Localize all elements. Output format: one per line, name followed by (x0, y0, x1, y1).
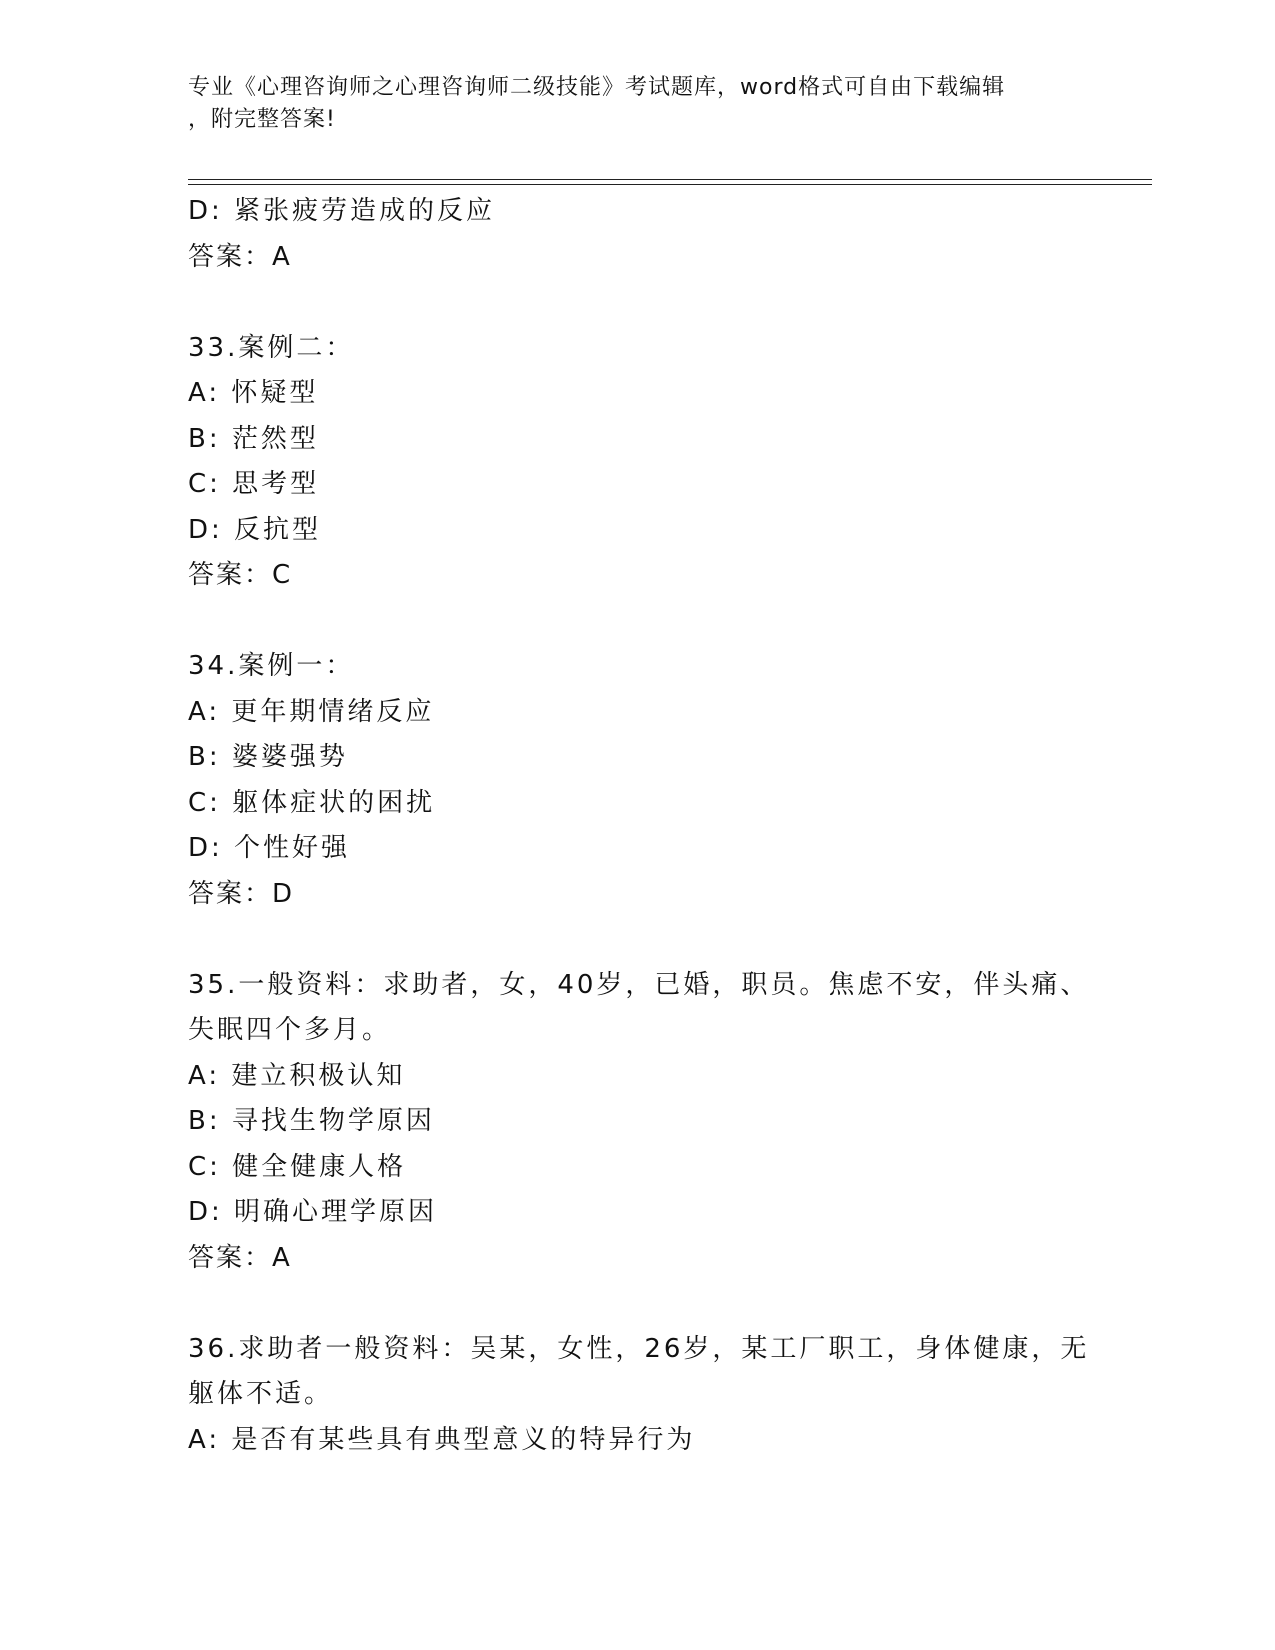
question-stem-continued: 失眠四个多月。 (188, 1015, 392, 1045)
option-c: C: 健全健康人格 (188, 1151, 407, 1182)
question-stem: 36.求助者一般资料：吴某，女性，26岁，某工厂职工，身体健康，无 (188, 1333, 1090, 1364)
question-block (188, 189, 1148, 280)
document-header (188, 72, 1088, 136)
question-stem: 35.一般资料：求助者，女，40岁，已婚，职员。焦虑不安，伴头痛、 (188, 969, 1090, 1000)
header-title-line-2: ，附完整答案! (188, 107, 336, 132)
answer-line: 答案：A (188, 1242, 292, 1273)
option-a: A: 怀疑型 (188, 378, 319, 408)
answer-line: 答案：D (188, 878, 295, 909)
option-c: C: 躯体症状的困扰 (188, 787, 436, 818)
header-title-line-1: 专业《心理咨询师之心理咨询师二级技能》考试题库，word格式可自由下载编辑 (188, 75, 1006, 100)
option-b: B: 婆婆强势 (188, 742, 348, 772)
question-block (188, 644, 1148, 917)
option-b: B: 茫然型 (188, 423, 319, 454)
option-a: A: 建立积极认知 (188, 1060, 406, 1091)
answer-line: 答案：C (188, 560, 293, 590)
option-a: A: 是否有某些具有典型意义的特异行为 (188, 1424, 696, 1455)
option-d: D: 个性好强 (188, 833, 351, 863)
question-block (188, 1327, 1148, 1464)
option-d: D: 紧张疲劳造成的反应 (188, 196, 496, 226)
option-d: D: 明确心理学原因 (188, 1197, 438, 1227)
question-stem: 33.案例二： (188, 332, 355, 363)
option-b: B: 寻找生物学原因 (188, 1106, 435, 1136)
header-divider-top (188, 179, 1152, 180)
spacer (188, 280, 1148, 326)
question-list (188, 189, 1148, 1463)
answer-line: 答案：A (188, 241, 292, 272)
question-block (188, 963, 1148, 1282)
spacer (188, 599, 1148, 645)
spacer (188, 917, 1148, 963)
option-a: A: 更年期情绪反应 (188, 696, 435, 727)
question-stem-continued: 躯体不适。 (188, 1379, 334, 1409)
spacer (188, 1281, 1148, 1327)
option-c: C: 思考型 (188, 469, 320, 499)
question-block (188, 326, 1148, 599)
question-stem: 34.案例一： (188, 651, 355, 681)
option-d: D: 反抗型 (188, 514, 322, 545)
header-divider-bottom (188, 184, 1152, 185)
